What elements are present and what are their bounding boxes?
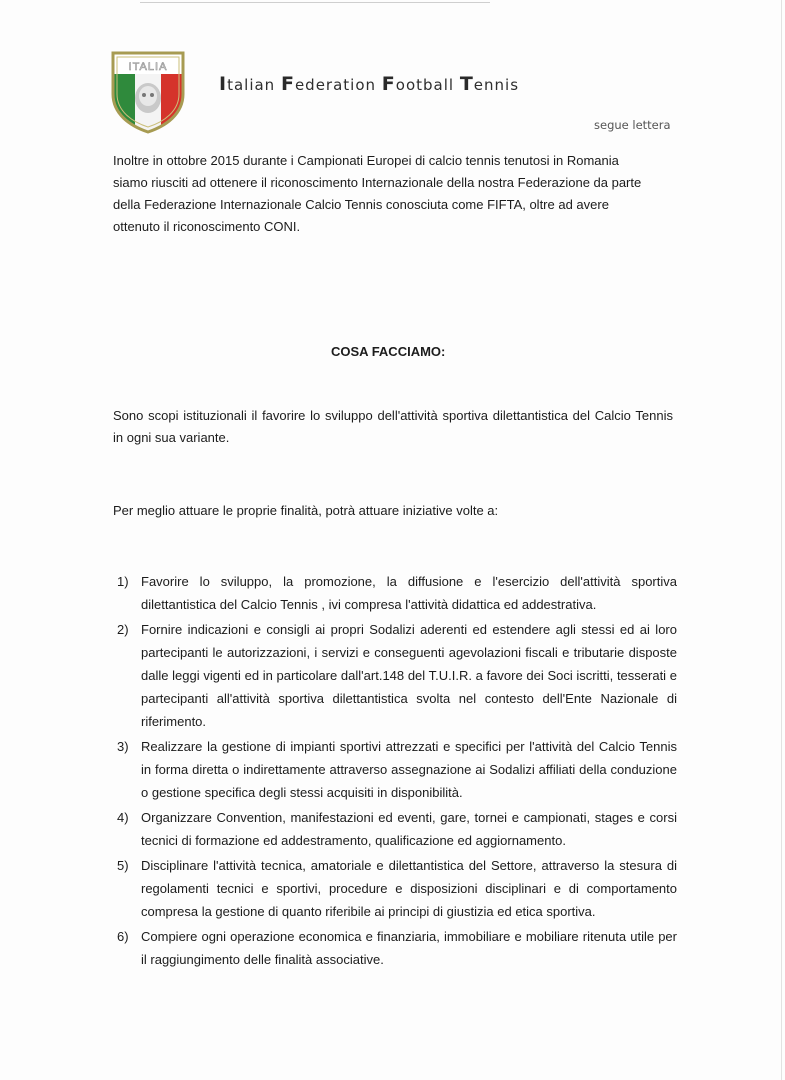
intro-line: Inoltre in ottobre 2015 durante i Campionati Europei di calcio tennis tenutosi in Romania <box>113 153 619 168</box>
list-item <box>117 854 677 923</box>
scan-top-rule <box>140 2 490 3</box>
scan-right-edge <box>781 0 782 1080</box>
list-item-text: Disciplinare l'attività tecnica, amatoriale e dilettantistica del Settore, attraverso la stesura di regolamenti tecnici e sportivi, procedure e disposizioni disciplinari e di comportamento compresa la gestione di quanto riferibile ai principi di giustizia ed etica sportiva. <box>141 858 677 919</box>
purpose-paragraph: Sono scopi istituzionali il favorire lo sviluppo dell'attività sportiva dilettantistica del Calcio Tennis in ogni sua variante. <box>113 408 673 445</box>
list-item-text: Fornire indicazioni e consigli ai propri Sodalizi aderenti ed estendere agli stessi ed ai loro partecipanti le autorizzazioni, i servizi e conseguenti agevolazioni fiscali e tributarie disposte dalle leggi vigenti ed in particolare dall'art.148 del T.U.I.R. a favore dei Soci iscritti, tesserati e partecipanti all'attività sportiva dilettantistica svolta nel contesto dell'Ente Nazionale di riferimento. <box>141 622 677 729</box>
list-item <box>117 570 677 616</box>
list-item-number: 4) <box>117 810 129 825</box>
list-item <box>117 618 677 733</box>
list-item <box>117 806 677 852</box>
list-item <box>117 925 677 971</box>
section-heading: COSA FACCIAMO: <box>331 344 446 359</box>
organization-name: Italian Federation Football Tennis <box>219 73 520 95</box>
lead-sentence: Per meglio attuare le proprie finalità, potrà attuare iniziative volte a: <box>113 503 499 518</box>
list-item-text: Favorire lo sviluppo, la promozione, la diffusione e l'esercizio dell'attività sportiva dilettantistica del Calcio Tennis , ivi compresa l'attività didattica ed addestrativa. <box>141 574 677 612</box>
intro-line: ottenuto il riconoscimento CONI. <box>113 219 301 234</box>
list-item-text: Compiere ogni operazione economica e finanziaria, immobiliare e mobiliare ritenuta utile per il raggiungimento delle finalità associative. <box>141 929 677 967</box>
list-item-number: 6) <box>117 929 129 944</box>
list-item-number: 2) <box>117 622 129 637</box>
intro-line: della Federazione Internazionale Calcio Tennis conosciuta come FIFTA, oltre ad avere <box>113 197 609 212</box>
intro-paragraph <box>113 150 673 238</box>
list-item-number: 5) <box>117 858 129 873</box>
list-item-text: Organizzare Convention, manifestazioni ed eventi, gare, tornei e campionati, stages e corsi tecnici di formazione ed addestramento, qualificazione ed aggiornamento. <box>141 810 677 848</box>
list-item-number: 1) <box>117 574 129 589</box>
logo-text: ITALIA <box>128 61 168 73</box>
objectives-list <box>117 570 677 973</box>
intro-line: siamo riusciti ad ottenere il riconoscimento Internazionale della nostra Federazione da parte <box>113 175 642 190</box>
italia-shield-logo <box>110 50 186 134</box>
list-item <box>117 735 677 804</box>
list-item-number: 3) <box>117 739 129 754</box>
list-item-text: Realizzare la gestione di impianti sportivi attrezzati e specifici per l'attività del Calcio Tennis in forma diretta o indirettamente attraverso assegnazione ai Sodalizi affiliati della conduzione o gestione specifica degli stessi acquisiti in disponibilità. <box>141 739 677 800</box>
continued-note: segue lettera <box>594 118 671 132</box>
